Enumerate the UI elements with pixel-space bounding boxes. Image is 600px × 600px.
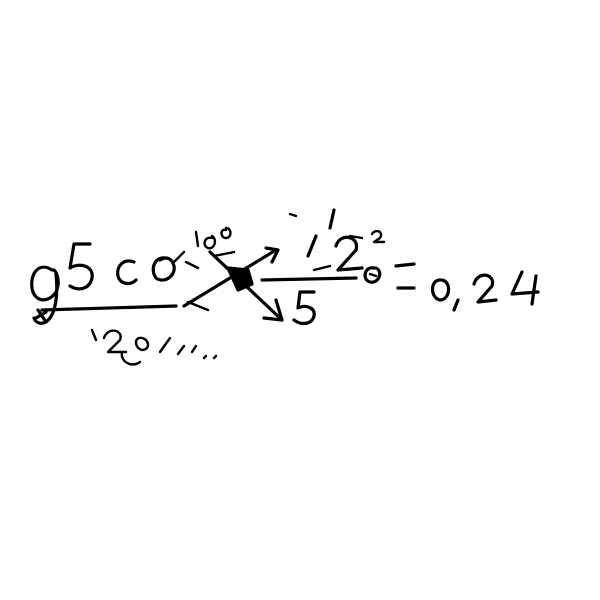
numerator-1-2 <box>290 210 384 270</box>
glyph-g <box>32 267 58 323</box>
fraction-line-left <box>36 302 208 322</box>
glyph-o-right <box>365 268 380 282</box>
bottom-text-120 <box>92 330 216 364</box>
equals-sign <box>396 264 414 288</box>
crossing-strokes <box>184 248 282 320</box>
result-0-24 <box>433 272 539 310</box>
glyph-o <box>153 252 184 280</box>
glyph-5 <box>70 244 92 289</box>
denominator-5 <box>294 292 314 323</box>
exponent-10 <box>186 228 234 268</box>
fraction-line-right <box>262 278 356 280</box>
glyph-c <box>118 261 136 284</box>
